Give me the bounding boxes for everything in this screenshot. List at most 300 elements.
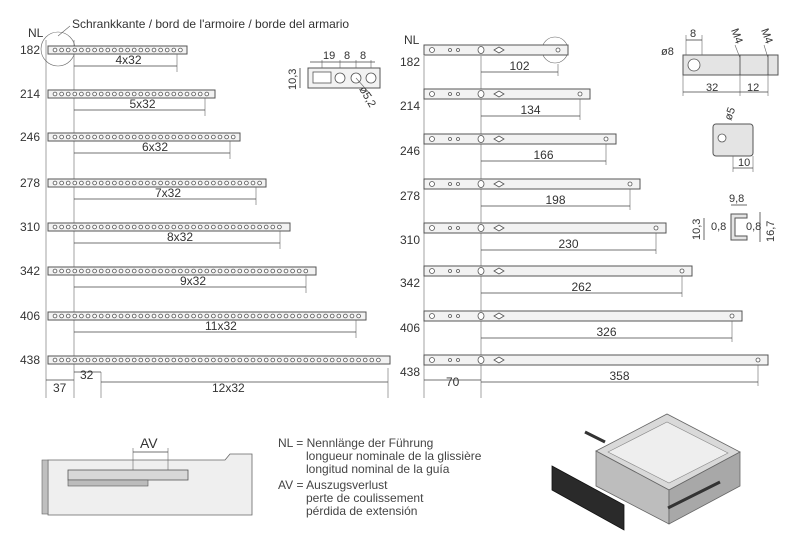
left-rail-hole [159,269,163,273]
left-rail-hole [251,225,255,229]
left-rail-hole [363,358,367,362]
left-rail-hole [225,314,229,318]
right-rail-end-hole [654,226,658,230]
right-rail-slot [478,91,484,98]
left-rail-hole [172,181,176,185]
left-rail-hole [165,92,169,96]
left-rail-hole [297,358,301,362]
left-rail-hole [218,314,222,318]
left-dim-32: 32 [80,368,94,382]
left-rail-hole [225,358,229,362]
left-rail-hole [106,181,110,185]
right-dim-label: 198 [545,193,566,207]
left-rail-hole [152,48,156,52]
left-rail-hole [185,135,189,139]
left-rail-hole [99,358,103,362]
legend-nl-line-1: = Nennlänge der Führung [296,436,434,450]
right-detail2-w: 10 [738,157,751,169]
left-rail-hole [212,358,216,362]
right-nl-value: 246 [400,144,421,158]
left-rail-row [20,130,240,159]
left-rail-hole [159,181,163,185]
left-rail-hole [113,225,117,229]
right-rail-hole [457,93,460,96]
left-rail-hole [264,314,268,318]
right-nl-value: 438 [400,365,421,379]
left-rail-hole [218,269,222,273]
left-rail-hole [179,314,183,318]
left-detail-dia: ø5,2 [356,84,378,110]
left-rail-hole [185,181,189,185]
right-rail-row [400,45,568,76]
left-rail-list [20,43,390,395]
right-rail-hole [449,270,452,273]
left-nl-value: 278 [20,176,41,190]
left-rail-hole [93,135,97,139]
right-rail-slot [478,357,484,364]
left-rail-hole [278,358,282,362]
av-rail-inner [68,480,148,486]
left-rail-hole [179,269,183,273]
left-rail-hole [165,48,169,52]
right-nl-value: 406 [400,321,421,335]
left-rail-hole [231,358,235,362]
left-rail-hole [86,269,90,273]
right-detail3-h2: 16,7 [765,220,777,242]
left-rail-hole [66,358,70,362]
left-rail-hole [60,314,64,318]
left-rail-hole [119,135,123,139]
left-rail-hole [146,358,150,362]
left-rail-hole [60,269,64,273]
left-rail-hole [93,181,97,185]
left-rail-hole [231,181,235,185]
left-rail-hole [113,92,117,96]
left-rail-hole [264,269,268,273]
left-rail-hole [152,225,156,229]
right-nl-value: 182 [400,55,421,69]
left-rail-hole [192,314,196,318]
left-rail-hole [258,314,262,318]
left-rail-hole [152,269,156,273]
left-rail-hole [60,225,64,229]
left-rail-hole [126,48,130,52]
left-rail-hole [53,48,57,52]
left-rail-hole [60,92,64,96]
right-rail-slot [478,313,484,320]
left-rail-hole [297,269,301,273]
left-rail-hole [205,358,209,362]
left-rail-hole [106,225,110,229]
left-rail-hole [53,135,57,139]
left-rail-hole [113,358,117,362]
right-nl-value: 342 [400,276,421,290]
left-rail-hole [146,314,150,318]
left-rail-row [20,309,366,338]
left-rail-row [20,87,215,116]
left-rail-hole [126,225,130,229]
right-rail-end-hole [730,314,734,318]
left-rail-hole [192,92,196,96]
left-rail-hole [165,135,169,139]
left-rail-hole [245,225,249,229]
left-nl-value: 342 [20,264,41,278]
right-rail-hole [457,359,460,362]
left-rail-hole [119,269,123,273]
left-rail-hole [165,181,169,185]
left-rail-hole [73,225,77,229]
left-rail-hole [185,358,189,362]
left-rail-hole [132,358,136,362]
right-rail-hole [457,315,460,318]
left-rail-hole [66,314,70,318]
right-rail-hole [449,359,452,362]
right-rail-hole [449,49,452,52]
left-rail-hole [304,314,308,318]
right-rail-slot [478,136,484,143]
left-rail-hole [370,358,374,362]
right-detail3-t2: 0,8 [746,221,762,233]
left-rail-hole [113,314,117,318]
right-rail-hole [430,314,435,319]
left-rail-hole [245,358,249,362]
left-rail-hole [291,269,295,273]
left-rail-hole [106,314,110,318]
right-detail1-12: 12 [747,82,760,94]
left-dim-label: 7x32 [155,186,182,200]
left-rail-hole [245,314,249,318]
right-rail [424,355,768,365]
left-rail-hole [66,181,70,185]
drawer-illustration [552,414,740,530]
right-detail1-dia: ø8 [661,46,674,58]
right-dim-label: 262 [571,280,592,294]
left-rail-hole [304,269,308,273]
left-rail-hole [99,92,103,96]
left-rail-hole [271,314,275,318]
left-rail-row [20,220,290,249]
right-rail-hole [457,49,460,52]
right-rail-hole [457,183,460,186]
left-rail-hole [159,225,163,229]
right-dim-label: 134 [520,103,541,117]
right-detail2-dia: ø5 [722,105,739,123]
left-nl-value: 182 [20,43,41,57]
left-rail-hole [278,314,282,318]
right-detail1-32: 32 [706,82,719,94]
left-rail-hole [126,314,130,318]
left-rail-hole [311,314,315,318]
left-rail-hole [86,48,90,52]
left-rail-hole [238,314,242,318]
right-rail-slot [478,268,484,275]
left-detail-8a: 8 [344,50,351,62]
left-rail-hole [80,135,84,139]
left-nl-value: 406 [20,309,41,323]
left-rail-hole [238,181,242,185]
left-rail-hole [324,314,328,318]
left-rail-hole [284,269,288,273]
left-rail-hole [350,358,354,362]
left-rail-hole [172,135,176,139]
left-rail-hole [251,358,255,362]
left-rail-hole [73,92,77,96]
left-rail-row [20,264,316,293]
left-rail-hole [271,358,275,362]
left-detail-hole-1 [335,73,345,83]
left-rail-hole [159,358,163,362]
left-rail-hole [258,225,262,229]
left-rail-hole [317,358,321,362]
left-rail-hole [251,269,255,273]
left-rail-hole [132,48,136,52]
legend-av-line-1: = Auszugsverlust [296,478,388,492]
left-rail-hole [80,92,84,96]
left-rail-hole [80,314,84,318]
right-rail-hole [449,93,452,96]
left-rail-hole [132,314,136,318]
right-rail-hole [457,138,460,141]
left-rail-hole [225,181,229,185]
left-rail-hole [60,181,64,185]
left-rail-hole [179,48,183,52]
left-rail-hole [139,135,143,139]
right-dim-label: 230 [558,237,579,251]
left-rail-hole [212,314,216,318]
left-rail-hole [99,135,103,139]
left-rail-hole [172,225,176,229]
left-rail-hole [132,269,136,273]
left-rail-hole [212,269,216,273]
left-detail-height: 10,3 [287,68,299,90]
left-rail-hole [185,92,189,96]
left-rail-hole [132,181,136,185]
left-rail-hole [99,269,103,273]
left-rail-hole [357,358,361,362]
right-dim-70: 70 [446,375,460,389]
legend-av-key: AV [278,478,294,492]
right-detail1-top: 8 [690,28,697,40]
left-rail-hole [99,314,103,318]
left-rail-hole [192,225,196,229]
left-rail-hole [106,92,110,96]
left-rail-hole [132,135,136,139]
left-rail-hole [278,269,282,273]
right-dim-label: 166 [533,148,554,162]
left-rail-hole [139,48,143,52]
edge-leader [58,26,70,36]
left-rail-hole [179,225,183,229]
left-rail-row [20,43,187,72]
right-detail3-t1: 0,8 [711,221,727,233]
legend-nl-line-3: longitud nominal de la guía [306,462,450,476]
left-rail-hole [172,92,176,96]
left-dim-label: 12x32 [212,381,245,395]
left-rail-hole [218,225,222,229]
left-rail-hole [271,225,275,229]
right-rail-row [400,179,640,210]
left-dim-label: 6x32 [142,140,169,154]
left-rail-hole [264,225,268,229]
left-rail-hole [66,135,70,139]
left-rail-hole [106,358,110,362]
left-dim-37: 37 [53,381,67,395]
left-rail-hole [238,358,242,362]
right-rail-end-hole [756,358,760,362]
left-nl-value: 214 [20,87,41,101]
left-rail-hole [231,269,235,273]
left-rail-hole [73,358,77,362]
legend-nl [278,437,481,476]
right-rail-end-hole [556,48,560,52]
left-rail-hole [225,225,229,229]
left-rail-hole [205,135,209,139]
left-rail-hole [205,269,209,273]
left-rail-hole [106,269,110,273]
av-diagram [42,435,252,515]
left-rail-hole [165,225,169,229]
left-rail-hole [53,269,57,273]
left-rail-row [20,176,266,205]
left-rail-hole [185,225,189,229]
left-rail-hole [218,181,222,185]
left-rail-hole [198,92,202,96]
right-rail-row [400,223,666,254]
left-rail-hole [337,358,341,362]
right-rail-row [400,311,742,342]
legend-av-line-3: pérdida de extensión [306,504,418,518]
right-rail-end-hole [628,182,632,186]
right-rail-row [400,89,590,120]
right-detail3-w: 9,8 [729,193,745,205]
right-rail-hole [430,48,435,53]
right-rail-hole [430,226,435,231]
left-rail-hole [93,92,97,96]
left-rail-hole [258,269,262,273]
left-rail-hole [66,269,70,273]
right-rail-hole [457,227,460,230]
left-rail-hole [53,314,57,318]
nl-header-right: NL [404,33,420,47]
right-rail-hole [430,182,435,187]
left-rail-hole [139,225,143,229]
left-rail-hole [198,314,202,318]
left-rail-hole [271,269,275,273]
left-rail-hole [231,314,235,318]
right-dim-label: 326 [596,325,617,339]
right-rail-row [400,134,616,165]
left-rail-hole [53,225,57,229]
left-rail-hole [113,48,117,52]
left-rail-hole [80,181,84,185]
right-nl-value: 310 [400,233,421,247]
left-rail-hole [192,358,196,362]
left-rail-hole [119,314,123,318]
left-rail-hole [284,358,288,362]
right-rail-end-hole [680,269,684,273]
left-detail-hole-3 [366,73,376,83]
right-detail3-h1: 10,3 [691,218,703,240]
left-rail-hole [172,314,176,318]
left-rail-hole [86,358,90,362]
left-rail-hole [172,269,176,273]
left-dim-label: 4x32 [115,53,142,67]
right-rail-hole [449,315,452,318]
left-rail-hole [377,358,381,362]
left-rail-hole [60,48,64,52]
left-rail-hole [165,314,169,318]
left-rail-hole [119,358,123,362]
left-rail-hole [139,269,143,273]
left-rail-hole [132,92,136,96]
left-rail-hole [80,48,84,52]
left-rail-hole [238,225,242,229]
right-detail2-hole [718,134,726,142]
left-rail-hole [205,92,209,96]
left-rail-hole [291,314,295,318]
left-rail-hole [159,92,163,96]
left-rail-hole [192,181,196,185]
nl-header-left: NL [28,26,44,40]
left-rail-hole [139,358,143,362]
left-dim-label: 11x32 [205,319,237,333]
left-rail-hole [231,135,235,139]
left-rail-hole [258,181,262,185]
left-nl-value: 246 [20,130,41,144]
av-label: AV [140,435,158,451]
left-rail-hole [350,314,354,318]
left-dim-label: 8x32 [167,230,194,244]
left-dim-label: 9x32 [180,274,207,288]
left-rail-hole [80,225,84,229]
left-rail-hole [198,181,202,185]
left-rail-hole [73,269,77,273]
left-rail-hole [86,135,90,139]
left-rail-hole [152,135,156,139]
right-rail [424,266,692,276]
left-rail-hole [159,314,163,318]
left-rail-hole [73,48,77,52]
left-dim-label: 5x32 [129,97,156,111]
left-rail-hole [80,358,84,362]
left-rail-hole [284,314,288,318]
left-rail-hole [238,269,242,273]
left-rail-hole [126,181,130,185]
left-rail-hole [119,48,123,52]
left-rail-hole [304,358,308,362]
left-detail-8b: 8 [360,50,367,62]
left-rail-hole [113,181,117,185]
left-rail-hole [66,92,70,96]
left-rail-hole [99,181,103,185]
left-rail-hole [311,358,315,362]
right-detail3-profile [731,214,747,240]
right-dim-label: 358 [609,369,630,383]
left-rail-hole [172,48,176,52]
av-rail-outer [68,470,188,480]
right-rail-slot [478,181,484,188]
left-rail-hole [179,135,183,139]
right-detail-profile [691,193,777,242]
left-rail-hole [53,358,57,362]
left-rail-hole [218,358,222,362]
legend-nl-line-2: longueur nominale de la glissière [306,449,482,463]
left-rail-hole [146,48,150,52]
right-rail-list [400,45,768,386]
left-rail-hole [80,269,84,273]
left-rail-hole [93,358,97,362]
left-rail-hole [185,314,189,318]
